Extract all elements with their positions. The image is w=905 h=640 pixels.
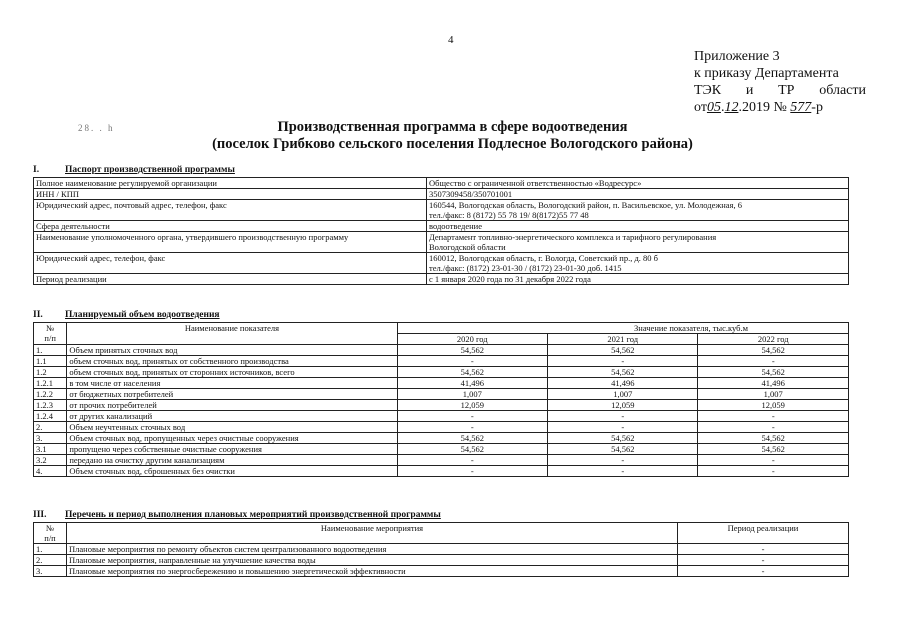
table-row	[34, 466, 849, 477]
appendix-line4	[694, 99, 866, 116]
row-number: 1.2	[34, 367, 67, 378]
indicator-value: 54,562	[397, 345, 547, 356]
field-label: Юридический адрес, почтовый адрес, телефон, факс	[34, 200, 427, 221]
order-number: 577	[790, 100, 812, 115]
table-row	[34, 178, 849, 189]
section-number: II.	[33, 310, 43, 320]
table-row	[34, 345, 849, 356]
measure-period: -	[678, 566, 849, 577]
field-value: 160012, Вологодская область, г. Вологда, Советский пр., д. 80 б тел./факс: (8172) 23-01-30 / (8172) 23-01-30 доб. 1415	[427, 253, 849, 274]
row-number: 1.2.4	[34, 411, 67, 422]
order-suffix: -р	[811, 100, 823, 115]
measure-name: Плановые мероприятия, направленные на улучшение качества воды	[67, 555, 678, 566]
row-number: 1.1	[34, 356, 67, 367]
measures-table	[33, 522, 849, 577]
field-value: 160544, Вологодская область, Вологодский район, п. Васильевское, ул. Молодежная, 6 тел./факс: 8 (8172) 55 78 19/ 8(8172)55 77 48	[427, 200, 849, 221]
table-row	[34, 555, 849, 566]
table-row	[34, 400, 849, 411]
table-row	[34, 444, 849, 455]
field-label: Наименование уполномоченного органа, утвердившего производственную программу	[34, 232, 427, 253]
indicator-value: 54,562	[698, 345, 849, 356]
row-number: 1.	[34, 345, 67, 356]
section-title: Планируемый объем водоотведения	[65, 310, 220, 320]
field-label: Сфера деятельности	[34, 221, 427, 232]
field-label: ИНН / КПП	[34, 189, 427, 200]
section-title: Паспорт производственной программы	[65, 165, 235, 175]
indicator-value: -	[698, 411, 849, 422]
appendix-word: области	[819, 83, 866, 98]
row-number: 4.	[34, 466, 67, 477]
indicator-name: передано на очистку другим канализациям	[67, 455, 397, 466]
volume-table	[33, 322, 849, 477]
indicator-value: 54,562	[698, 433, 849, 444]
indicator-value: 1,007	[698, 389, 849, 400]
indicator-value: -	[548, 411, 698, 422]
col-name-header: Наименование показателя	[67, 323, 397, 345]
measure-name: Плановые мероприятия по энергосбережению и повышению энергетической эффективности	[67, 566, 678, 577]
col-name-header: Наименование мероприятия	[67, 523, 678, 544]
indicator-value: 54,562	[548, 444, 698, 455]
appendix-header	[694, 48, 866, 116]
scan-marks: 28. . h	[78, 123, 115, 133]
order-day: 05	[706, 100, 721, 115]
section3-heading	[33, 510, 441, 520]
header-text: № п/п	[44, 323, 56, 343]
page-number: 4	[448, 34, 454, 46]
table-row	[34, 422, 849, 433]
appendix-word: ТЭК	[694, 83, 722, 98]
indicator-value: -	[397, 356, 547, 367]
document-title	[180, 119, 725, 153]
indicator-value: 54,562	[698, 367, 849, 378]
table-row	[34, 253, 849, 274]
indicator-value: -	[548, 455, 698, 466]
field-label: Юридический адрес, телефон, факс	[34, 253, 427, 274]
col-period-header: Период реализации	[678, 523, 849, 544]
indicator-value: -	[548, 466, 698, 477]
section2-heading	[33, 310, 220, 320]
indicator-value: 54,562	[397, 433, 547, 444]
col-num-header	[34, 523, 67, 544]
section-number: III.	[33, 510, 47, 520]
field-label: Полное наименование регулируемой организации	[34, 178, 427, 189]
appendix-line1: Приложение 3	[694, 49, 780, 64]
indicator-value: -	[548, 356, 698, 367]
indicator-name: Объем неучтенных сточных вод	[67, 422, 397, 433]
appendix-word: и	[745, 83, 754, 98]
indicator-value: 12,059	[397, 400, 547, 411]
section-title: Перечень и период выполнения плановых мероприятий производственной программы	[65, 510, 441, 520]
table-row	[34, 189, 849, 200]
field-value: Департамент топливно-энергетического комплекса и тарифного регулирования Вологодской области	[427, 232, 849, 253]
table-row	[34, 433, 849, 444]
row-number: 3.1	[34, 444, 67, 455]
indicator-value: -	[698, 356, 849, 367]
indicator-value: 54,562	[548, 345, 698, 356]
row-number: 2.	[34, 422, 67, 433]
table-row	[34, 367, 849, 378]
col-num-header	[34, 323, 67, 345]
field-value: Общество с ограниченной ответственностью «Водресурс»	[427, 178, 849, 189]
table-row	[34, 378, 849, 389]
indicator-value: -	[397, 422, 547, 433]
year-header: 2022 год	[698, 334, 849, 345]
title-line2: (поселок Грибково сельского поселения Подлесное Вологодского района)	[212, 136, 693, 152]
row-number: 2.	[34, 555, 67, 566]
appendix-line2: к приказу Департамента	[694, 66, 839, 81]
field-value: с 1 января 2020 года по 31 декабря 2022 года	[427, 274, 849, 285]
indicator-value: -	[548, 422, 698, 433]
indicator-value: 41,496	[397, 378, 547, 389]
indicator-value: 54,562	[698, 444, 849, 455]
table-row	[34, 411, 849, 422]
indicator-value: 41,496	[548, 378, 698, 389]
year-header: 2021 год	[548, 334, 698, 345]
indicator-name: пропущено через собственные очистные сооружения	[67, 444, 397, 455]
indicator-name: от прочих потребителей	[67, 400, 397, 411]
appendix-line3	[694, 82, 866, 99]
col-value-header: Значение показателя, тыс.куб.м	[397, 323, 848, 334]
table-row	[34, 544, 849, 555]
order-year: .2019 №	[738, 100, 787, 115]
indicator-value: 54,562	[397, 444, 547, 455]
indicator-value: 54,562	[397, 367, 547, 378]
table-row	[34, 356, 849, 367]
year-header: 2020 год	[397, 334, 547, 345]
passport-table	[33, 177, 849, 285]
indicator-name: объем сточных вод, принятых от сторонних источников, всего	[67, 367, 397, 378]
indicator-value: -	[397, 455, 547, 466]
row-number: 3.	[34, 566, 67, 577]
section1-heading	[33, 165, 235, 175]
order-month: 12	[724, 100, 739, 115]
measure-name: Плановые мероприятия по ремонту объектов систем централизованного водоотведения	[67, 544, 678, 555]
table-row	[34, 221, 849, 232]
table-row	[34, 389, 849, 400]
table-row	[34, 274, 849, 285]
indicator-name: в том числе от населения	[67, 378, 397, 389]
table-row	[34, 200, 849, 221]
indicator-name: объем сточных вод, принятых от собственного производства	[67, 356, 397, 367]
indicator-name: от бюджетных потребителей	[67, 389, 397, 400]
appendix-word: ТР	[778, 83, 795, 98]
measure-period: -	[678, 555, 849, 566]
indicator-name: от других канализаций	[67, 411, 397, 422]
indicator-value: 54,562	[548, 433, 698, 444]
indicator-value: -	[397, 466, 547, 477]
header-text: № п/п	[44, 523, 56, 543]
section-number: I.	[33, 165, 40, 175]
row-number: 1.2.1	[34, 378, 67, 389]
indicator-value: -	[698, 455, 849, 466]
table-row	[34, 566, 849, 577]
indicator-value: 12,059	[548, 400, 698, 411]
indicator-value: 54,562	[548, 367, 698, 378]
indicator-value: 1,007	[548, 389, 698, 400]
row-number: 3.2	[34, 455, 67, 466]
order-date-sep: .	[720, 100, 725, 115]
indicator-value: 12,059	[698, 400, 849, 411]
field-value: 3507309458/350701001	[427, 189, 849, 200]
indicator-value: -	[397, 411, 547, 422]
measure-period: -	[678, 544, 849, 555]
indicator-name: Объем сточных вод, сброшенных без очистки	[67, 466, 397, 477]
indicator-name: Объем сточных вод, пропущенных через очистные сооружения	[67, 433, 397, 444]
indicator-value: -	[698, 422, 849, 433]
table-row	[34, 232, 849, 253]
indicator-value: -	[698, 466, 849, 477]
field-value: водоотведение	[427, 221, 849, 232]
order-date-prefix: от	[694, 100, 707, 115]
table-row	[34, 455, 849, 466]
indicator-value: 41,496	[698, 378, 849, 389]
row-number: 1.2.3	[34, 400, 67, 411]
row-number: 3.	[34, 433, 67, 444]
row-number: 1.	[34, 544, 67, 555]
row-number: 1.2.2	[34, 389, 67, 400]
indicator-name: Объем принятых сточных вод	[67, 345, 397, 356]
field-label: Период реализации	[34, 274, 427, 285]
indicator-value: 1,007	[397, 389, 547, 400]
title-line1: Производственная программа в сфере водоотведения	[277, 119, 628, 135]
